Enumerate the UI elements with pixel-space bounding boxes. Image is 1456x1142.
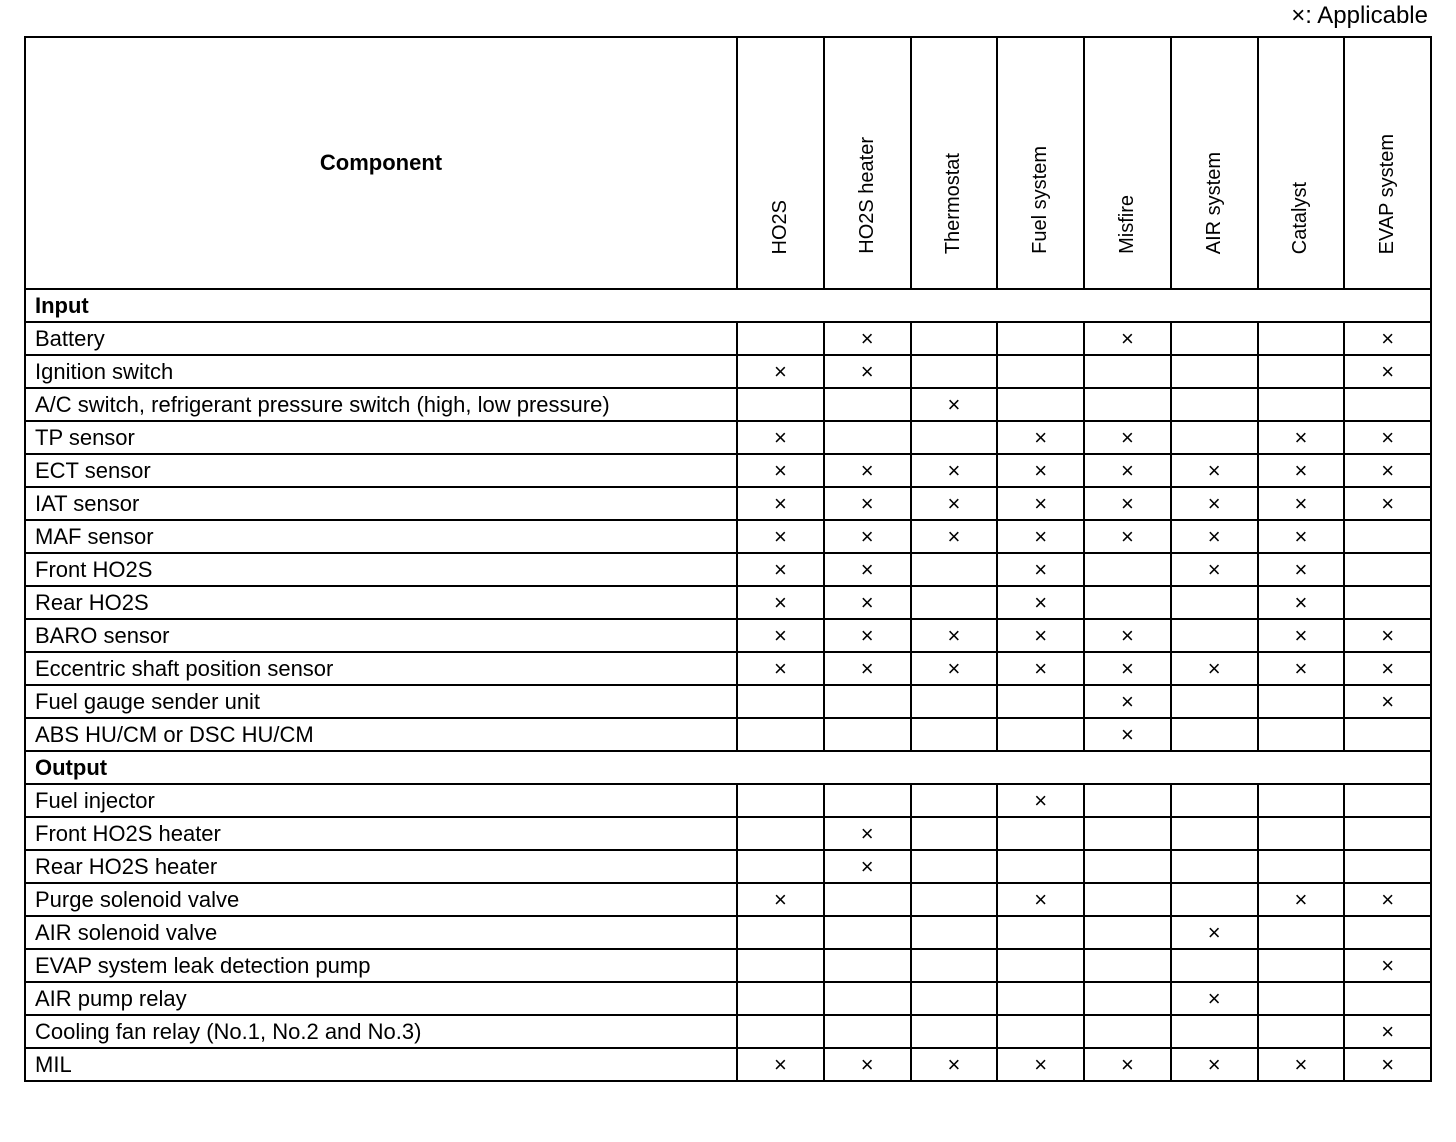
applicable-mark: × <box>1344 652 1431 685</box>
table-row <box>25 1048 1431 1081</box>
empty-cell <box>737 949 824 982</box>
applicable-mark: × <box>824 850 911 883</box>
empty-cell <box>997 850 1084 883</box>
empty-cell <box>1171 586 1258 619</box>
empty-cell <box>824 916 911 949</box>
table-row <box>25 322 1431 355</box>
applicable-mark: × <box>737 487 824 520</box>
applicable-mark: × <box>911 652 998 685</box>
header-row <box>25 37 1431 289</box>
applicable-mark: × <box>1258 553 1345 586</box>
applicable-mark: × <box>1084 685 1171 718</box>
table-header <box>25 37 1431 289</box>
column-header-thermostat <box>911 37 998 289</box>
empty-cell <box>1171 718 1258 751</box>
table-row <box>25 553 1431 586</box>
empty-cell <box>1258 388 1345 421</box>
empty-cell <box>1084 949 1171 982</box>
applicable-mark: × <box>1258 487 1345 520</box>
applicable-mark: × <box>997 619 1084 652</box>
component-name: Front HO2S <box>25 553 737 586</box>
component-header: Component <box>25 37 737 289</box>
table-row <box>25 949 1431 982</box>
component-name: Rear HO2S <box>25 586 737 619</box>
empty-cell <box>1171 619 1258 652</box>
empty-cell <box>1171 322 1258 355</box>
applicable-mark: × <box>737 520 824 553</box>
empty-cell <box>911 817 998 850</box>
empty-cell <box>824 982 911 1015</box>
applicable-mark: × <box>1171 1048 1258 1081</box>
applicable-mark: × <box>1258 619 1345 652</box>
applicable-mark: × <box>911 520 998 553</box>
empty-cell <box>911 322 998 355</box>
empty-cell <box>1084 883 1171 916</box>
applicable-mark: × <box>1258 421 1345 454</box>
empty-cell <box>1258 718 1345 751</box>
applicable-mark: × <box>737 652 824 685</box>
empty-cell <box>911 850 998 883</box>
empty-cell <box>997 388 1084 421</box>
column-label: Catalyst <box>1289 181 1312 254</box>
empty-cell <box>824 1015 911 1048</box>
column-label: HO2S <box>768 199 791 254</box>
applicable-mark: × <box>1084 1048 1171 1081</box>
section-row <box>25 289 1431 322</box>
applicable-mark: × <box>1084 487 1171 520</box>
applicability-table <box>24 36 1432 1082</box>
applicable-mark: × <box>824 322 911 355</box>
component-name: AIR solenoid valve <box>25 916 737 949</box>
empty-cell <box>1084 850 1171 883</box>
component-name: Cooling fan relay (No.1, No.2 and No.3) <box>25 1015 737 1048</box>
empty-cell <box>824 784 911 817</box>
column-header-ho2s <box>737 37 824 289</box>
empty-cell <box>911 421 998 454</box>
component-name: EVAP system leak detection pump <box>25 949 737 982</box>
applicable-mark: × <box>737 454 824 487</box>
applicable-mark: × <box>1258 1048 1345 1081</box>
empty-cell <box>911 718 998 751</box>
applicable-mark: × <box>997 520 1084 553</box>
empty-cell <box>1084 355 1171 388</box>
table-row <box>25 586 1431 619</box>
applicable-mark: × <box>1171 520 1258 553</box>
empty-cell <box>997 355 1084 388</box>
table-row <box>25 520 1431 553</box>
empty-cell <box>737 388 824 421</box>
applicable-mark: × <box>824 520 911 553</box>
applicable-mark: × <box>997 784 1084 817</box>
table-body <box>25 289 1431 1081</box>
empty-cell <box>1344 817 1431 850</box>
applicable-mark: × <box>1171 982 1258 1015</box>
empty-cell <box>1171 355 1258 388</box>
empty-cell <box>911 355 998 388</box>
table-row <box>25 421 1431 454</box>
component-name: IAT sensor <box>25 487 737 520</box>
table-row <box>25 388 1431 421</box>
applicable-mark: × <box>1344 421 1431 454</box>
table-row <box>25 883 1431 916</box>
column-header-misfire <box>1084 37 1171 289</box>
empty-cell <box>1084 388 1171 421</box>
section-title: Output <box>25 751 1431 784</box>
applicable-mark: × <box>997 652 1084 685</box>
table-row <box>25 1015 1431 1048</box>
applicable-mark: × <box>737 553 824 586</box>
applicable-mark: × <box>1171 916 1258 949</box>
empty-cell <box>737 784 824 817</box>
applicable-mark: × <box>997 454 1084 487</box>
applicable-mark: × <box>911 388 998 421</box>
column-header-catalyst <box>1258 37 1345 289</box>
empty-cell <box>1344 850 1431 883</box>
table-row <box>25 619 1431 652</box>
empty-cell <box>1084 982 1171 1015</box>
empty-cell <box>824 421 911 454</box>
empty-cell <box>737 916 824 949</box>
empty-cell <box>824 685 911 718</box>
applicable-mark: × <box>1344 619 1431 652</box>
table-row <box>25 784 1431 817</box>
empty-cell <box>1258 916 1345 949</box>
applicable-mark: × <box>1258 586 1345 619</box>
column-header-air-system <box>1171 37 1258 289</box>
component-name: Fuel gauge sender unit <box>25 685 737 718</box>
empty-cell <box>1344 718 1431 751</box>
applicable-mark: × <box>997 1048 1084 1081</box>
empty-cell <box>824 388 911 421</box>
component-name: MIL <box>25 1048 737 1081</box>
empty-cell <box>1171 850 1258 883</box>
applicable-mark: × <box>1171 553 1258 586</box>
empty-cell <box>1258 685 1345 718</box>
column-header-fuel-system <box>997 37 1084 289</box>
column-header-ho2s-heater <box>824 37 911 289</box>
applicable-mark: × <box>1344 1015 1431 1048</box>
column-label: Fuel system <box>1029 146 1052 254</box>
applicable-mark: × <box>1084 520 1171 553</box>
empty-cell <box>1344 982 1431 1015</box>
component-name: TP sensor <box>25 421 737 454</box>
component-name: BARO sensor <box>25 619 737 652</box>
table-row <box>25 652 1431 685</box>
empty-cell <box>911 685 998 718</box>
applicable-mark: × <box>824 454 911 487</box>
empty-cell <box>1084 784 1171 817</box>
applicable-mark: × <box>1084 322 1171 355</box>
table-row <box>25 454 1431 487</box>
component-name: AIR pump relay <box>25 982 737 1015</box>
empty-cell <box>1258 817 1345 850</box>
column-label: Misfire <box>1115 195 1138 254</box>
empty-cell <box>737 1015 824 1048</box>
empty-cell <box>911 1015 998 1048</box>
applicable-mark: × <box>737 619 824 652</box>
empty-cell <box>911 586 998 619</box>
empty-cell <box>997 817 1084 850</box>
applicable-mark: × <box>824 619 911 652</box>
applicable-mark: × <box>737 421 824 454</box>
section-row <box>25 751 1431 784</box>
applicable-mark: × <box>737 355 824 388</box>
empty-cell <box>1084 817 1171 850</box>
applicable-mark: × <box>737 586 824 619</box>
empty-cell <box>1344 784 1431 817</box>
empty-cell <box>911 553 998 586</box>
empty-cell <box>737 322 824 355</box>
applicable-mark: × <box>824 817 911 850</box>
applicable-mark: × <box>1171 487 1258 520</box>
applicable-mark: × <box>1344 355 1431 388</box>
applicable-mark: × <box>824 652 911 685</box>
empty-cell <box>737 817 824 850</box>
empty-cell <box>997 718 1084 751</box>
legend: ×: Applicable <box>1291 2 1428 29</box>
applicable-mark: × <box>997 553 1084 586</box>
applicable-mark: × <box>1344 1048 1431 1081</box>
table-row <box>25 718 1431 751</box>
empty-cell <box>1258 355 1345 388</box>
table-row <box>25 850 1431 883</box>
column-label: AIR system <box>1202 151 1225 254</box>
empty-cell <box>1171 949 1258 982</box>
empty-cell <box>1084 586 1171 619</box>
empty-cell <box>1171 817 1258 850</box>
empty-cell <box>997 916 1084 949</box>
empty-cell <box>1344 388 1431 421</box>
applicable-mark: × <box>1084 619 1171 652</box>
component-name: Purge solenoid valve <box>25 883 737 916</box>
applicable-mark: × <box>1084 454 1171 487</box>
applicable-mark: × <box>1084 421 1171 454</box>
applicable-mark: × <box>911 619 998 652</box>
applicable-mark: × <box>1258 454 1345 487</box>
empty-cell <box>1258 322 1345 355</box>
applicable-mark: × <box>911 1048 998 1081</box>
applicable-mark: × <box>1344 454 1431 487</box>
table-row <box>25 355 1431 388</box>
empty-cell <box>1258 982 1345 1015</box>
applicable-mark: × <box>997 421 1084 454</box>
table-row <box>25 817 1431 850</box>
applicable-mark: × <box>737 883 824 916</box>
table-row <box>25 487 1431 520</box>
column-label: EVAP system <box>1376 133 1399 254</box>
applicable-mark: × <box>1084 652 1171 685</box>
empty-cell <box>824 883 911 916</box>
applicable-mark: × <box>911 454 998 487</box>
component-name: Ignition switch <box>25 355 737 388</box>
empty-cell <box>737 685 824 718</box>
empty-cell <box>1258 784 1345 817</box>
empty-cell <box>1084 916 1171 949</box>
empty-cell <box>1258 1015 1345 1048</box>
applicable-mark: × <box>824 355 911 388</box>
component-name: Battery <box>25 322 737 355</box>
empty-cell <box>737 850 824 883</box>
component-name: Rear HO2S heater <box>25 850 737 883</box>
table-row <box>25 982 1431 1015</box>
applicable-mark: × <box>1171 652 1258 685</box>
empty-cell <box>1171 784 1258 817</box>
component-name: ECT sensor <box>25 454 737 487</box>
empty-cell <box>911 949 998 982</box>
applicable-mark: × <box>1258 883 1345 916</box>
applicable-mark: × <box>824 586 911 619</box>
empty-cell <box>824 718 911 751</box>
applicable-mark: × <box>911 487 998 520</box>
empty-cell <box>737 982 824 1015</box>
applicable-mark: × <box>1171 454 1258 487</box>
applicable-mark: × <box>997 883 1084 916</box>
applicable-mark: × <box>737 1048 824 1081</box>
applicable-mark: × <box>1084 718 1171 751</box>
applicable-mark: × <box>997 586 1084 619</box>
empty-cell <box>911 883 998 916</box>
empty-cell <box>1258 949 1345 982</box>
empty-cell <box>1171 883 1258 916</box>
applicable-mark: × <box>824 553 911 586</box>
component-name: Front HO2S heater <box>25 817 737 850</box>
applicable-mark: × <box>1258 652 1345 685</box>
applicable-mark: × <box>824 487 911 520</box>
applicable-mark: × <box>1344 685 1431 718</box>
empty-cell <box>997 982 1084 1015</box>
applicable-mark: × <box>1258 520 1345 553</box>
empty-cell <box>1344 553 1431 586</box>
empty-cell <box>737 718 824 751</box>
applicable-mark: × <box>1344 883 1431 916</box>
applicable-mark: × <box>1344 949 1431 982</box>
table-row <box>25 916 1431 949</box>
empty-cell <box>1084 553 1171 586</box>
applicable-mark: × <box>997 487 1084 520</box>
applicable-mark: × <box>824 1048 911 1081</box>
table-row <box>25 685 1431 718</box>
empty-cell <box>911 784 998 817</box>
empty-cell <box>1171 685 1258 718</box>
component-name: Fuel injector <box>25 784 737 817</box>
empty-cell <box>1171 388 1258 421</box>
empty-cell <box>824 949 911 982</box>
column-label: HO2S heater <box>855 137 878 254</box>
column-label: Thermostat <box>942 152 965 254</box>
empty-cell <box>997 685 1084 718</box>
column-header-evap-system <box>1344 37 1431 289</box>
component-name: A/C switch, refrigerant pressure switch (high, low pressure) <box>25 388 737 421</box>
empty-cell <box>997 949 1084 982</box>
component-name: ABS HU/CM or DSC HU/CM <box>25 718 737 751</box>
empty-cell <box>911 916 998 949</box>
applicable-mark: × <box>1344 322 1431 355</box>
empty-cell <box>1171 421 1258 454</box>
applicable-mark: × <box>1344 487 1431 520</box>
empty-cell <box>1171 1015 1258 1048</box>
empty-cell <box>1344 916 1431 949</box>
empty-cell <box>1258 850 1345 883</box>
empty-cell <box>1344 520 1431 553</box>
empty-cell <box>997 1015 1084 1048</box>
component-name: MAF sensor <box>25 520 737 553</box>
empty-cell <box>1084 1015 1171 1048</box>
empty-cell <box>911 982 998 1015</box>
section-title: Input <box>25 289 1431 322</box>
empty-cell <box>997 322 1084 355</box>
component-name: Eccentric shaft position sensor <box>25 652 737 685</box>
empty-cell <box>1344 586 1431 619</box>
